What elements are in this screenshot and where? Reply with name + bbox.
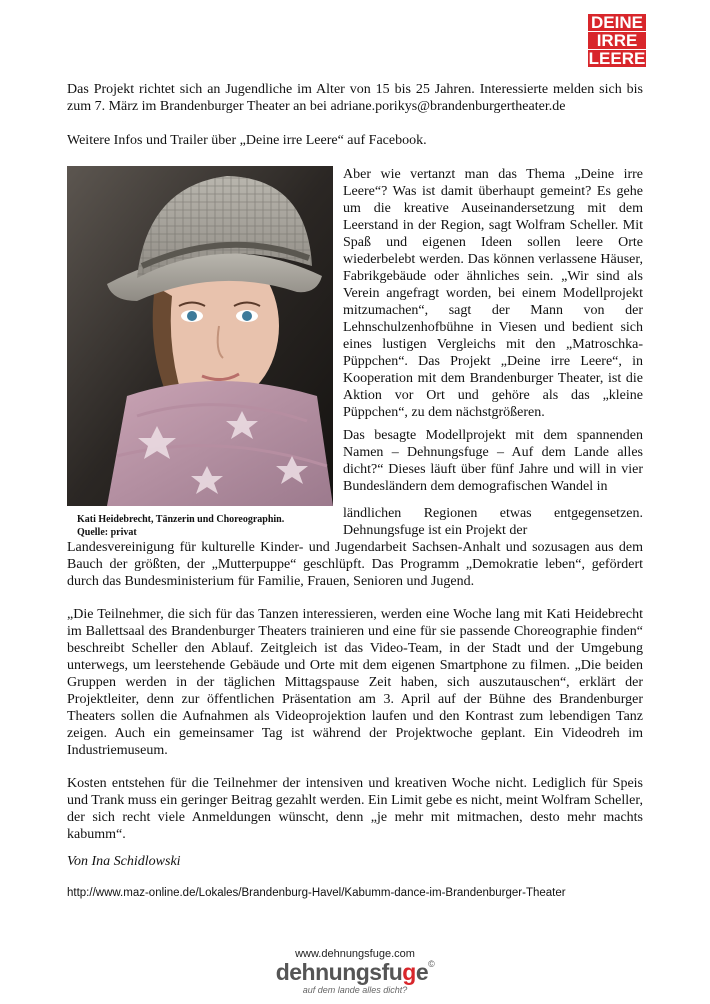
photo-caption [77, 513, 317, 539]
article-column-1: Aber wie vertanzt man das Thema „Deine irre Leere“? Was ist damit überhaupt gemeint? Es gehe um die kreative Auseinandersetzung mit dem Leerstand in der Region, sagt Wolfram Scheller. Mit Spaß und eigenen Ideen sollen leere Orte wiederbelebt werden. Das können verlassene Häuser, Fabrikgebäude oder ähnliches sein. „Wir sind als Verein angefragt worden, bei einem Modellprojekt mitzumachen“, sagt der Mann von der Lehnschulzenhofbühne in Viesen und bedient sich eines lustigen Vergleichs mit den „Matroschka-Püppchen“. Das Projekt „Deine irre Leere“, in Kooperation mit dem Brandenburger Theater, ist die Aktion vor Ort und gehöre als das „kleine Püppchen“, zu dem nächstgrößeren. [343, 167, 643, 420]
portrait-photo [67, 166, 333, 506]
facebook-paragraph: Weitere Infos und Trailer über „Deine irre Leere“ auf Facebook. [67, 133, 427, 148]
source-link[interactable]: http://www.maz-online.de/Lokales/Brandenburg-Havel/Kabumm-dance-im-Brandenburger-Theater [67, 887, 566, 899]
deine-irre-leere-logo [588, 14, 646, 68]
footer-tagline: auf dem lande alles dicht? [302, 985, 408, 995]
article-paragraph-2: „Die Teilnehmer, die sich für das Tanzen interessieren, werden eine Woche lang mit Kati Heidebrecht im Ballettsaal des Brandenburger Theaters trainieren und eine für sie passende Choreographie finden“ beschreibt Scheller den Ablauf. Zeitgleich ist das Video-Team, in der Stadt und der Umgebung unterwegs, um leerstehende Gebäude und Orte mit dem eigenen Smartphone zu filmen. „Die beiden Gruppen werden in der täglichen Mittagspause Zeit haben, sich auszutauschen“, erklärt der Projektleiter, denn zur öffentlichen Präsentation am 3. April auf der Bühne des Brandenburger Theaters sollen die Aufnahmen als Videoprojektion laufen und den Kontrast zum lebendigen Tanz zeigen. Auch ein gemeinsamer Tag ist während der Projektwoche geplant. Ein Videodreh im Industriemuseum. [67, 607, 643, 758]
dehnungsfuge-logo [0, 959, 710, 986]
logo-line-3: LEERE [588, 49, 646, 68]
article-column-3: ländlichen Regionen etwas entgegensetzen. Dehnungsfuge ist ein Projekt der [343, 506, 643, 538]
logo-end-letter: e [415, 959, 429, 985]
article-paragraph-1: Landesvereinigung für kulturelle Kinder- und Jugendarbeit Sachsen-Anhalt und sozusagen aus dem Bauch der größten, der „Mutterpuppe“ geschlüpft. Das Programm „Demokratie leben“, gefördert durch das Bundesministerium für Familie, Frauen, Senioren und Jugend. [67, 540, 643, 589]
copyright-icon: © [428, 959, 435, 969]
intro-paragraph: Das Projekt richtet sich an Jugendliche im Alter von 15 bis 25 Jahren. Interessierte melden sich bis zum 7. März im Brandenburger Theater an bei adriane.porikys@brandenburgertheater.de [67, 82, 643, 114]
article-paragraph-3: Kosten entstehen für die Teilnehmer der intensiven und kreativen Woche nicht. Lediglich für Speis und Trank muss ein geringer Beitrag gezahlt werden. Ein Limit gebe es nicht, meint Wolfram Scheller, der sich recht viele Anmeldungen wünscht, denn „je mehr mit mitmachen, desto mehr machts kabumm“. [67, 776, 643, 842]
article-column-2: Das besagte Modellprojekt mit dem spannenden Namen – Dehnungsfuge – Auf dem Lande alles dicht?“ Dieses läuft über fünf Jahre und will in vier Bundesländern dem demografischen Wandel in [343, 428, 643, 494]
footer-website-link[interactable]: www.dehnungsfuge.com [295, 948, 415, 960]
logo-line-1: DEINE [588, 14, 646, 31]
portrait-illustration [67, 166, 333, 506]
logo-line-2: IRRE [588, 32, 646, 49]
logo-main-text: dehnungsfu [275, 959, 403, 985]
author-byline: Von Ina Schidlowski [67, 854, 181, 869]
caption-source: Quelle: privat [77, 527, 137, 538]
caption-text: Kati Heidebrecht, Tänzerin und Choreographin. [77, 514, 285, 525]
logo-accent-letter: g [402, 959, 416, 985]
